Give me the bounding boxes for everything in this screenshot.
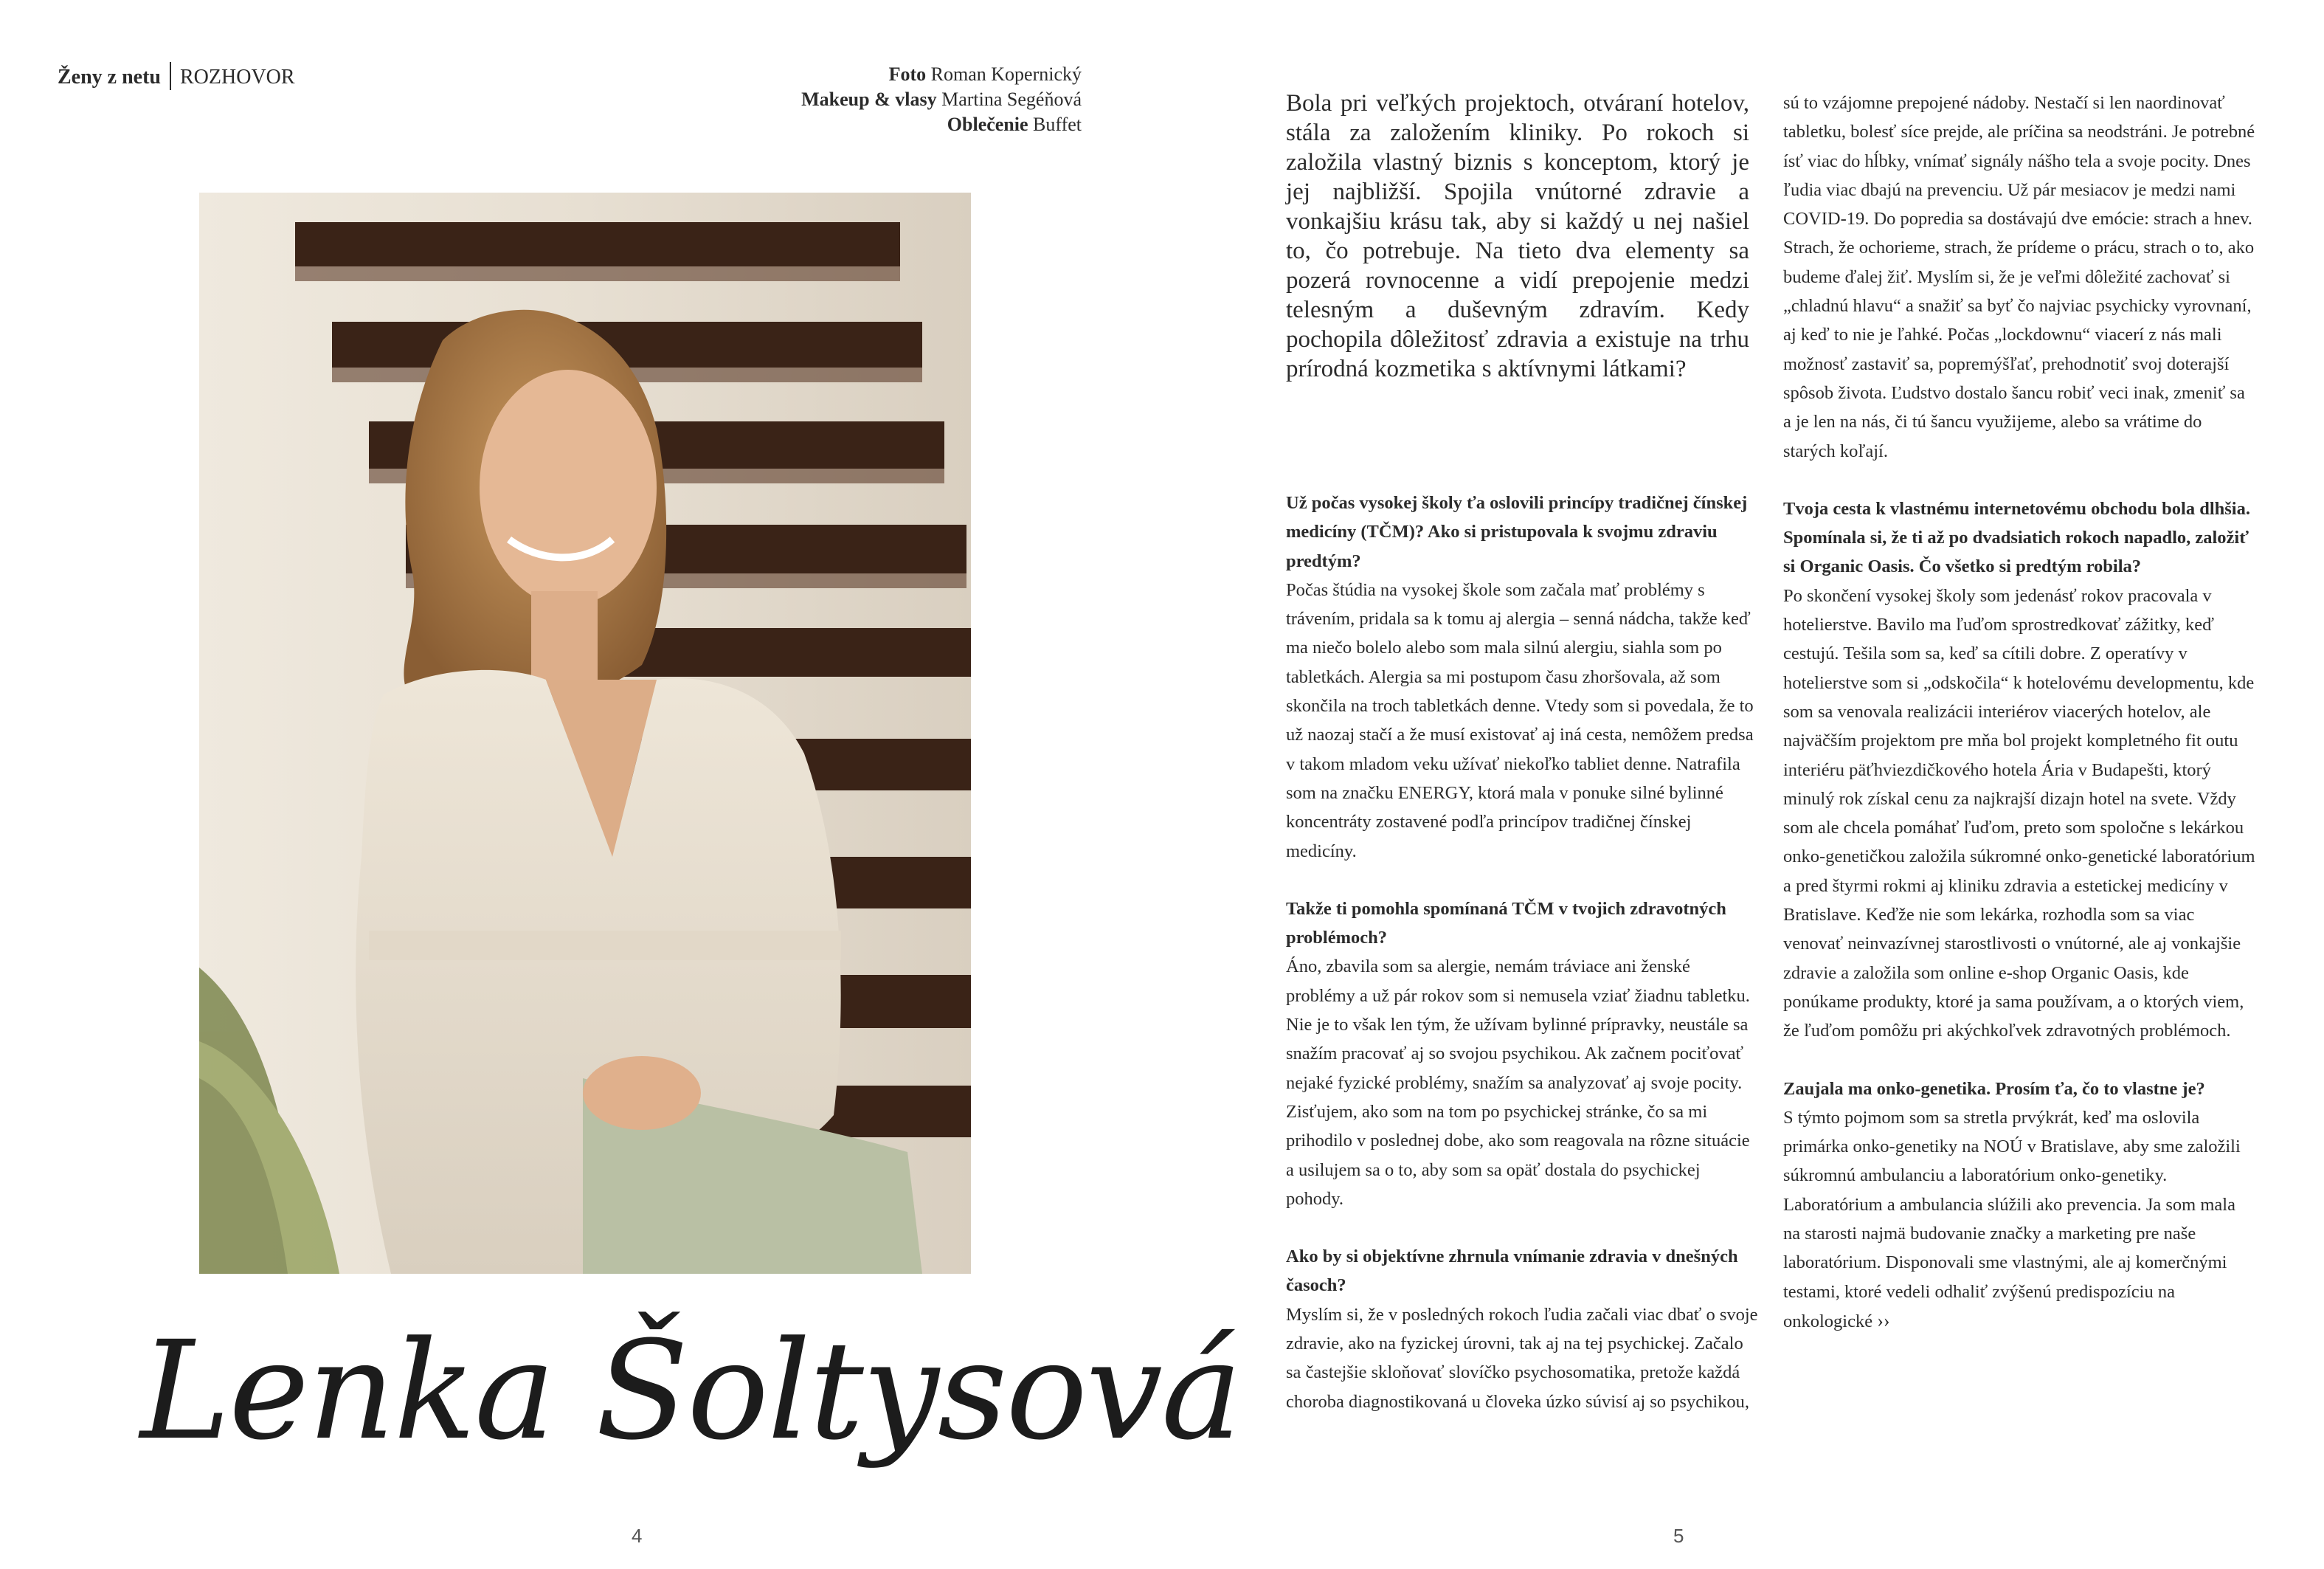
qa-block: [1286, 489, 1758, 866]
qa-block: [1783, 1075, 2257, 1337]
page-number-right: 5: [1673, 1525, 1684, 1547]
right-page: [1162, 0, 2324, 1569]
qa-block: [1783, 494, 2257, 1046]
question: Takže ti pomohla spomínaná TČM v tvojich zdravotných problémoch?: [1286, 898, 1726, 948]
page-number-left: 4: [632, 1525, 643, 1547]
photo-credits: [801, 62, 1082, 137]
continue-mark: ››: [1877, 1309, 1890, 1331]
credit-line: [801, 112, 1082, 137]
question: Zaujala ma onko-genetika. Prosím ťa, čo to vlastne je?: [1783, 1078, 2205, 1099]
answer-continuation: sú to vzájomne prepojené nádoby. Nestačí si len naordinovať tabletku, bolesť síce prejde, ale príčina sa neodstráni. Je potrebné ísť viac do hĺbky, vnímať signály nášho tela a svoje pocity. Dnes ľudia viac dbajú na prevenciu. Už pár mesiacov je medzi nami COVID-19. Do popredia sa dostávajú dve emócie: strach a hnev. Strach, že ochorieme, strach, že prídeme o prácu, strach o to, ako budeme ďalej žiť. Myslím si, že je veľmi dôležité zachovať si „chladnú hlavu“ a snažiť sa byť čo najviac psychicky vyrovnaní, aj keď to nie je ľahké. Počas „lockdownu“ viacerí z nás mali možnosť zastaviť sa, popremýšľať, prehodnotiť svoj doterajší spôsob života. Ľudstvo dostalo šancu robiť veci inak, zmeniť sa a je len na nás, či tú šancu využijeme, alebo sa vrátime do starých koľají.: [1783, 93, 2255, 461]
credit-line: [801, 87, 1082, 112]
answer-text: S týmto pojmom som sa stretla prvýkrát, keď ma oslovila primárka onko-genetiky na NOÚ v Bratislave, aby sme založili súkromnú ambulanciu a laboratórium onko-genetiky. Laboratórium a ambulancia slúžili ako prevencia. Ja som mala na starosti najmä budovanie značky a marketing pre naše laboratórium. Disponovali sme vlastnými, ale aj komerčnými testami, ktoré vedeli odhaliť zvýšenú predispozíciu na onkologické: [1783, 1107, 2241, 1331]
interviewee-name: Lenka Šoltysová: [140, 1312, 1241, 1470]
credit-role: Foto: [888, 63, 927, 85]
answer: Počas štúdia na vysokej škole som začala mať problémy s trávením, pridala sa k tomu aj alergia – senná nádcha, takže keď ma niečo bolelo alebo som mala silnú alergiu, siahla som po tabletkách. Alergia sa mi postupom času zhoršovala, až som skončila na troch tabletkách denne. Vtedy som si povedala, že to už naozaj stačí a že musí existovať aj iná cesta, nemôžem predsa v takom mladom veku užívať niekoľko tabliet denne. Natrafila som na značku ENERGY, ktorá mala v ponuke silné bylinné koncentráty zostavené podľa princípov tradičnej čínskej medicíny.: [1286, 579, 1754, 861]
question: Ako by si objektívne zhrnula vnímanie zdravia v dnešných časoch?: [1286, 1246, 1738, 1296]
credit-line: [801, 62, 1082, 87]
answer: Po skončení vysokej školy som jedenásť rokov pracovala v hotelierstve. Bavilo ma ľuďom sprostredkovať zážitky, keď cestujú. Tešila som sa, keď sa cítili dobre. Z operatívy v hotelierstve som si „odskočila“ k hotelovému developmentu, kde som sa venovala realizácii interiérov viacerých hotelov, ale najväčším projektom pre mňa bol projekt kompletného fit outu interiéru päťhviezdičkového hotela Ária v Budapešti, ktorý minulý rok získal cenu za najkrajší dizajn hotel na svete. Vždy som ale chcela pomáhať ľuďom, preto som spoločne s lekárkou onko-genetičkou založila súkromné onko-genetické laboratórium a pred štyrmi rokmi aj kliniku zdravia a estetickej medicíny v Bratislave. Keďže nie som lekárka, rozhodla som sa viac venovať neinvazívnej starostlivosti o vnútorné, ale aj vonkajšie zdravie a založila som online e-shop Organic Oasis, kde ponúkame produkty, ktoré ja sama používam, a o ktorých viem, že ľuďom pomôžu pri akýchkoľvek zdravotných problémoch.: [1783, 585, 2255, 1041]
answer: Áno, zbavila som sa alergie, nemám tráviace ani ženské problémy a už pár rokov som si nemusela vziať žiadnu tabletku. Nie je to však len tým, že užívam bylinné prípravky, neustále sa snažím pracovať aj so svojou psychikou. Ak začnem pociťovať nejaké fyzické problémy, snažím sa analyzovať aj svoje pocity. Zisťujem, ako som na tom po psychickej stránke, čo sa mi prihodilo v poslednej dobe, ako som reagovala na rôzne situácie a usilujem sa o to, aby som sa opäť dostala do psychickej pohody.: [1286, 956, 1750, 1209]
question: Tvoja cesta k vlastnému internetovému obchodu bola dlhšia. Spomínala si, že ti až po dvadsiatich rokoch napadlo, založiť si Organic Oasis. Čo všetko si predtým robila?: [1783, 498, 2250, 577]
answer: [1783, 1103, 2257, 1336]
question: Už počas vysokej školy ťa oslovili princípy tradičnej čínskej medicíny (TČM)? Ako si pristupovala k svojmu zdraviu predtým?: [1286, 493, 1748, 571]
credit-role: Makeup & vlasy: [801, 89, 937, 110]
magazine-name: Ženy z netu: [58, 66, 161, 89]
credit-name: Buffet: [1033, 114, 1082, 135]
credit-name: Martina Segéňová: [941, 89, 1082, 110]
answer: Myslím si, že v posledných rokoch ľudia začali viac dbať o svoje zdravie, ako na fyzickej úrovni, tak aj na tej psychickej. Začalo sa častejšie skloňovať slovíčko psychosomatika, pretože každá choroba diagnostikovaná u človeka úzko súvisí aj so psychikou,: [1286, 1304, 1758, 1412]
qa-block: [1286, 894, 1758, 1213]
portrait-photo: [199, 193, 971, 1274]
lead-paragraph: Bola pri veľkých projektoch, otváraní hotelov, stála za založením kliniky. Po rokoch si založila vlastný biznis s konceptom, ktorý je jej najbližší. Spojila vnútorné zdravie a vonkajšiu krásu tak, aby si každý u nej našiel to, čo potrebuje. Na tieto dva elementy sa pozerá rovnocenne a vidí prepojenie medzi telesným a duševným zdravím. Kedy pochopila dôležitosť zdravia a existuje na trhu prírodná kozmetika s aktívnymi látkami?: [1286, 90, 1749, 382]
article-column-2: [1783, 89, 2257, 1365]
qa-block: [1286, 1242, 1758, 1416]
credit-name: Roman Kopernický: [930, 63, 1082, 85]
section-name: ROZHOVOR: [180, 66, 295, 89]
section-label: [58, 62, 295, 91]
credit-role: Oblečenie: [947, 114, 1028, 135]
article-column-1: [1286, 489, 1758, 1445]
section-divider: [170, 62, 171, 90]
